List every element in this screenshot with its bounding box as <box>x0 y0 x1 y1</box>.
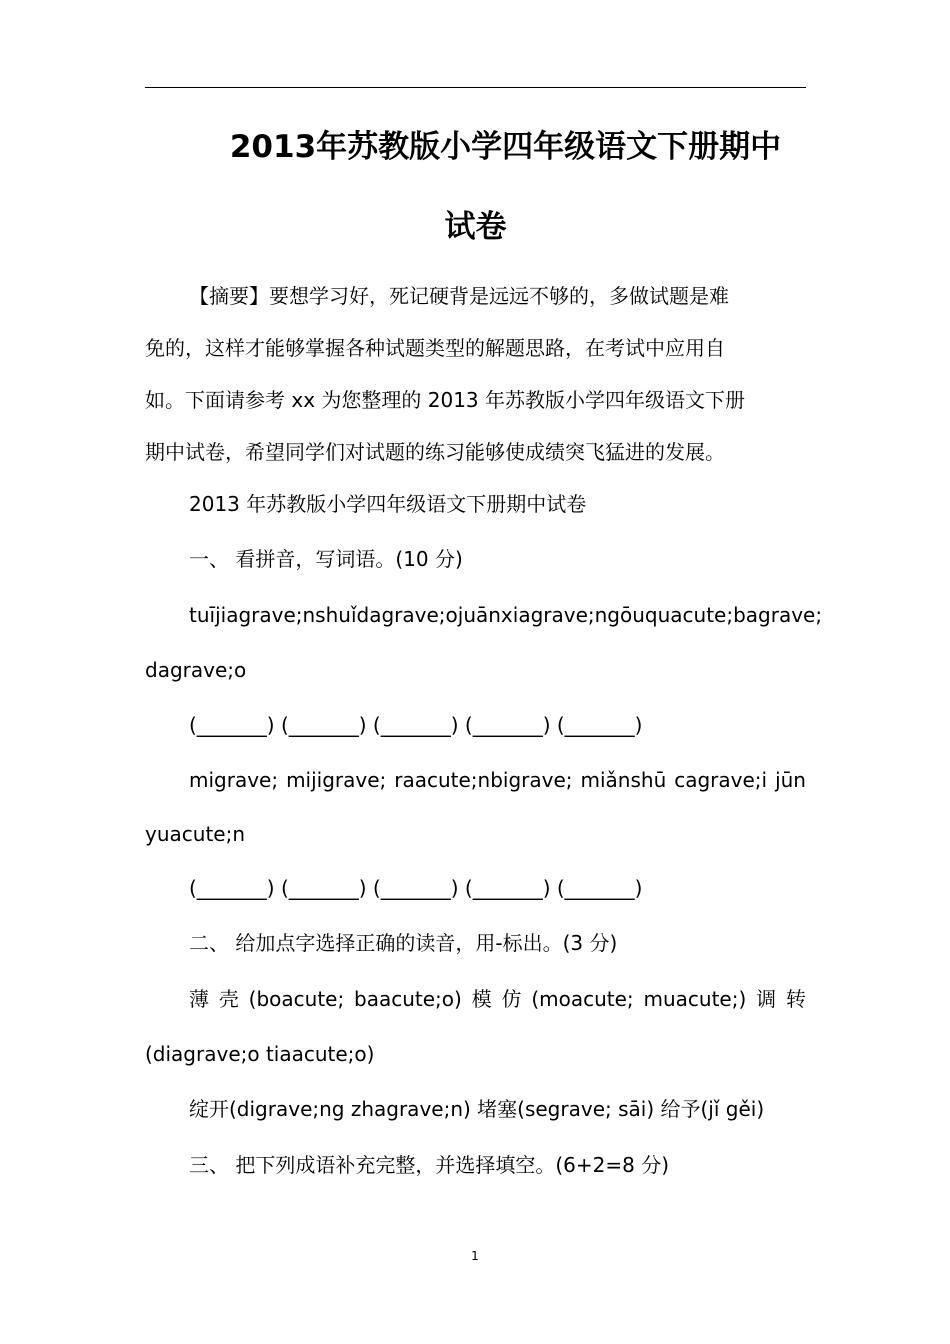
page-title-line-1: 2013年苏教版小学四年级语文下册期中 <box>229 129 782 165</box>
pinyin-row-2-continued: yuacute;n <box>145 822 245 846</box>
reading-token: 壳 <box>218 987 239 1011</box>
abstract-line-2: 免的，这样才能够掌握各种试题类型的解题思路，在考试中应用自 <box>145 336 725 360</box>
reading-token: 仿 <box>501 987 522 1011</box>
reading-token: 调 <box>756 987 777 1011</box>
header-rule <box>145 87 806 88</box>
abstract-line-4: 期中试卷，希望同学们对试题的练习能够使成绩突飞猛进的发展。 <box>145 440 725 464</box>
pinyin-row-1 <box>189 601 823 629</box>
pinyin-word: miǎnshū <box>580 768 667 792</box>
abstract-line-1: 【摘要】要想学习好，死记硬背是远远不够的，多做试题是难 <box>189 284 729 308</box>
reading-row-2: 绽开(digrave;ng zhagrave;n) 堵塞(segrave; sāi) 给予(jǐ gěi) <box>189 1097 765 1121</box>
pinyin-word: migrave; <box>189 768 279 792</box>
reading-row-1 <box>189 985 806 1013</box>
page-title-line-2: 试卷 <box>444 209 507 245</box>
pinyin-word: jiagrave;nshuǐ <box>215 603 357 627</box>
pinyin-word: mijigrave; <box>286 768 387 792</box>
pinyin-row-2 <box>189 766 806 794</box>
reading-token: 模 <box>471 987 492 1011</box>
pinyin-word: tuī <box>189 603 216 627</box>
reading-token: baacute;o) <box>354 987 462 1011</box>
section-3-heading: 三、 把下列成语补充完整，并选择填空。(6+2=8 分) <box>189 1153 670 1177</box>
reading-row-1-continued: (diagrave;o tiaacute;o) <box>145 1042 375 1066</box>
pinyin-word: quacute;bagrave; <box>644 603 823 627</box>
abstract-line-3: 如。下面请参考 xx 为您整理的 2013 年苏教版小学四年级语文下册 <box>145 388 745 412</box>
pinyin-word: raacute;nbigrave; <box>394 768 573 792</box>
section-1-heading: 一、 看拼音，写词语。(10 分) <box>189 547 463 571</box>
reading-token: 转 <box>785 987 806 1011</box>
pinyin-word: dagrave;ojuān <box>356 603 501 627</box>
answer-blanks-row-1: (_______) (_______) (_______) (_______) (_______) <box>189 713 643 737</box>
reading-token: (moacute; <box>531 987 634 1011</box>
answer-blanks-row-2: (_______) (_______) (_______) (_______) (_______) <box>189 876 643 900</box>
section-2-heading: 二、 给加点字选择正确的读音，用-标出。(3 分) <box>189 931 618 955</box>
pinyin-row-1-continued: dagrave;o <box>145 658 247 682</box>
pinyin-word: xiagrave;ngōu <box>500 603 645 627</box>
page-number: 1 <box>471 1249 479 1263</box>
subtitle: 2013 年苏教版小学四年级语文下册期中试卷 <box>189 492 587 516</box>
pinyin-word: jūn <box>775 768 806 792</box>
reading-token: 薄 <box>189 987 209 1011</box>
pinyin-word: cagrave;i <box>674 768 768 792</box>
reading-token: (boacute; <box>248 987 345 1011</box>
reading-token: muacute;) <box>643 987 747 1011</box>
